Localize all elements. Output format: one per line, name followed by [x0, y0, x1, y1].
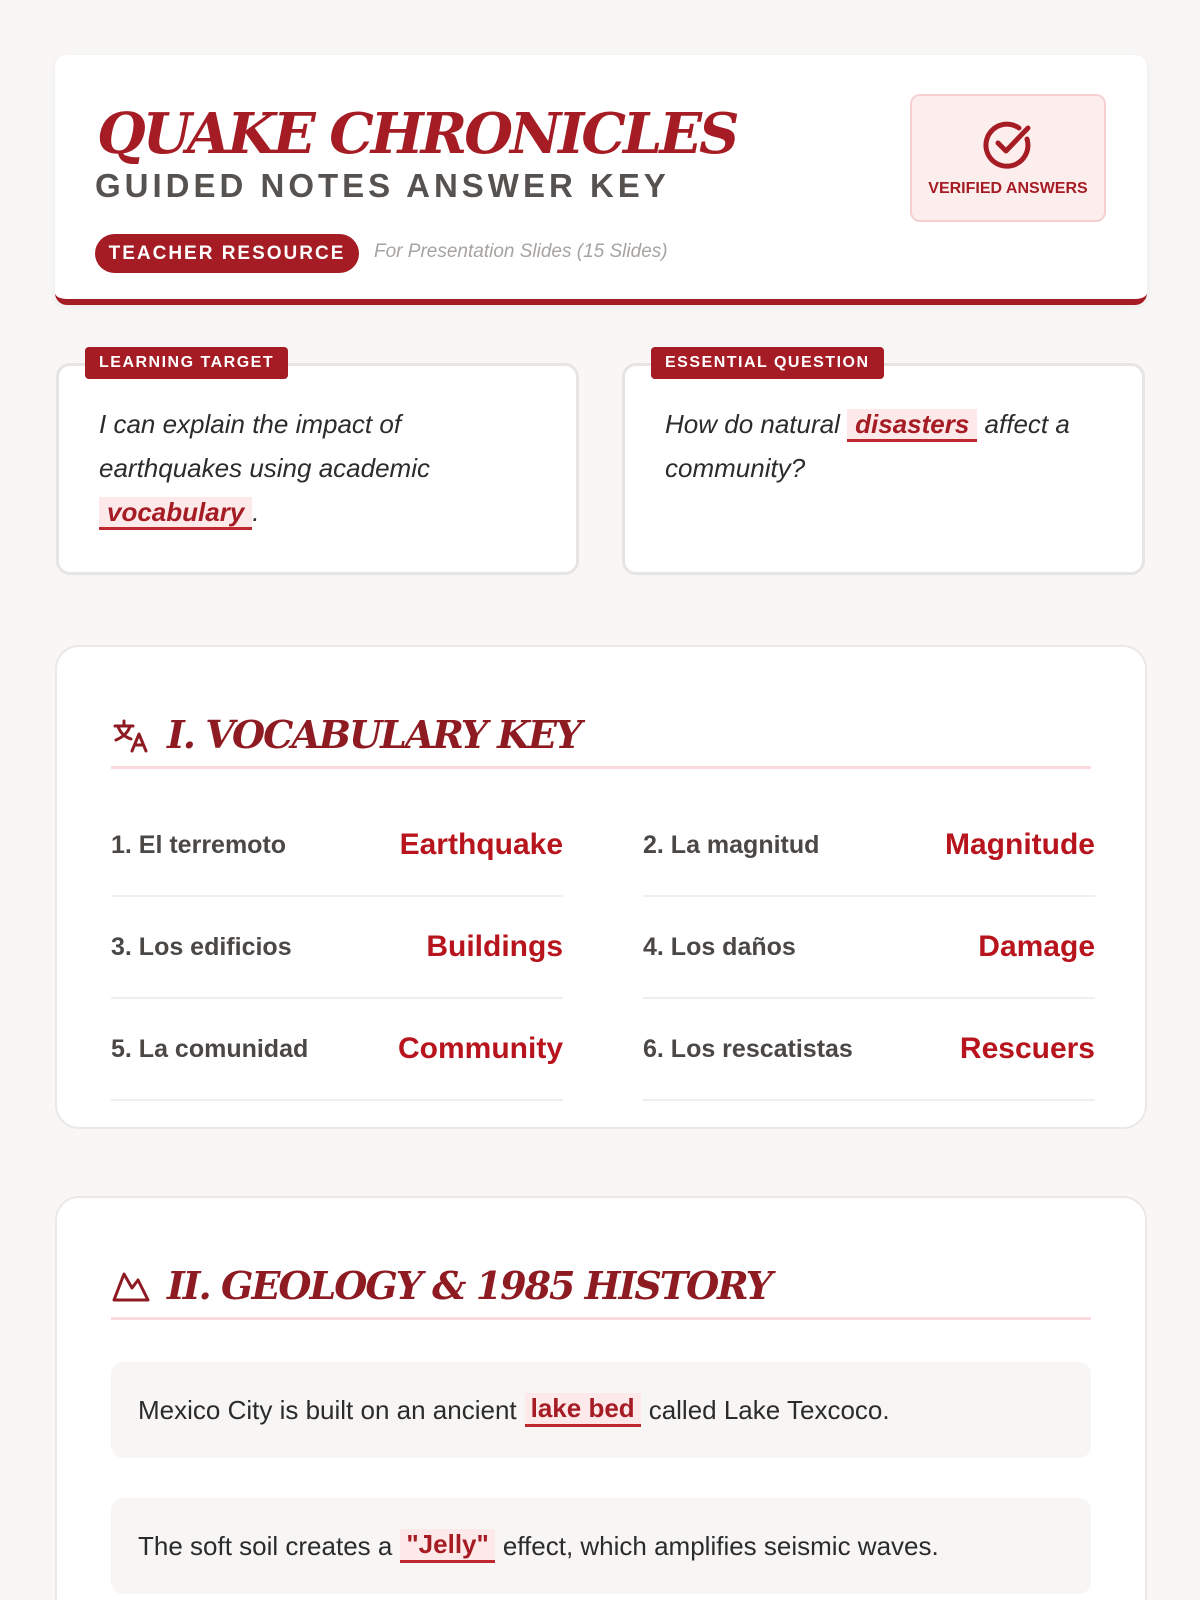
vocabulary-title: I. VOCABULARY KEY	[167, 712, 581, 757]
essential-question-tag: ESSENTIAL QUESTION	[651, 347, 884, 379]
geology-header	[111, 1254, 1091, 1320]
learning-target-tag: LEARNING TARGET	[85, 347, 288, 379]
essential-question-answer: disasters	[847, 409, 977, 442]
check-circle-icon	[981, 118, 1035, 172]
vocab-row	[643, 897, 1095, 999]
vocab-term: 4. Los daños	[643, 932, 796, 961]
vocab-row	[643, 999, 1095, 1101]
verified-answers-badge	[910, 94, 1106, 222]
vocab-term: 1. El terremoto	[111, 830, 287, 859]
verified-label: VERIFIED ANSWERS	[928, 180, 1088, 197]
mountain-icon	[111, 1266, 151, 1306]
essential-question-text	[665, 402, 1102, 490]
vocab-answer: Earthquake	[399, 828, 563, 861]
fact-item	[111, 1498, 1091, 1594]
vocab-term: 2. La magnitud	[643, 830, 820, 859]
learning-target-answer: vocabulary	[99, 497, 252, 530]
fact-item	[111, 1362, 1091, 1458]
fact-after: effect, which amplifies seismic waves.	[502, 1530, 939, 1561]
fact-after: called Lake Texcoco.	[648, 1394, 890, 1425]
vocab-term: 3. Los edificios	[111, 932, 292, 961]
geology-section	[55, 1196, 1147, 1600]
geology-title: II. GEOLOGY & 1985 HISTORY	[167, 1263, 771, 1308]
header-card	[55, 55, 1147, 305]
fact-before: The soft soil creates a	[138, 1530, 393, 1561]
vocab-term: 5. La comunidad	[111, 1034, 309, 1063]
fact-before: Mexico City is built on an ancient	[138, 1394, 517, 1425]
vocab-term: 6. Los rescatistas	[643, 1034, 853, 1063]
learning-target-after: .	[252, 497, 260, 527]
learning-target-card	[56, 354, 579, 575]
vocab-answer: Damage	[978, 930, 1095, 963]
page-subtitle: GUIDED NOTES ANSWER KEY	[95, 167, 670, 204]
vocabulary-header	[111, 703, 1091, 769]
vocab-answer: Rescuers	[959, 1032, 1095, 1065]
essential-question-before: How do natural	[665, 409, 840, 439]
vocab-row	[111, 897, 563, 999]
vocab-row	[643, 795, 1095, 897]
presentation-note: For Presentation Slides (15 Slides)	[374, 241, 668, 262]
translate-icon	[111, 715, 151, 755]
vocab-answer: Community	[398, 1032, 563, 1065]
learning-target-text	[99, 402, 536, 534]
learning-target-before: I can explain the impact of earthquakes using academic	[99, 409, 430, 483]
vocab-row	[111, 795, 563, 897]
essential-question-after: affect a community?	[665, 409, 1070, 483]
vocabulary-grid	[111, 795, 1095, 1101]
vocab-answer: Buildings	[426, 930, 563, 963]
vocab-answer: Magnitude	[945, 828, 1095, 861]
vocabulary-section	[55, 645, 1147, 1129]
teacher-resource-badge: TEACHER RESOURCE	[95, 234, 359, 273]
essential-question-card	[622, 354, 1145, 575]
vocab-row	[111, 999, 563, 1101]
fact-answer: "Jelly"	[400, 1529, 494, 1563]
page-title: QUAKE CHRONICLES	[97, 101, 737, 167]
fact-answer: lake bed	[525, 1393, 641, 1427]
